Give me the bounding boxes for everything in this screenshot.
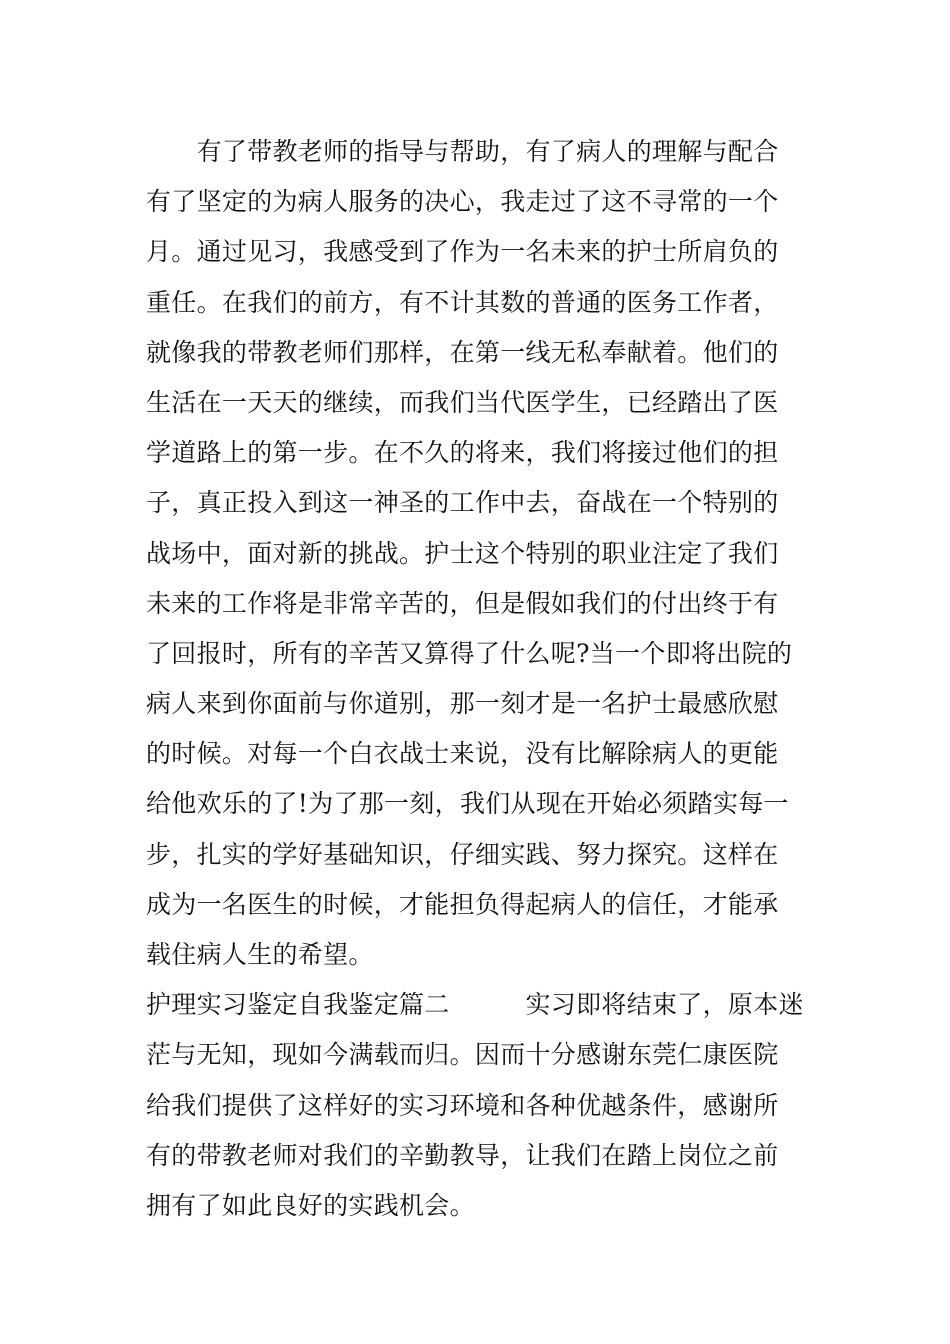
text-line: 成为一名医生的时候，才能担负得起病人的信任，才能承 <box>146 889 779 919</box>
section-heading-line: 护理实习鉴定自我鉴定篇二 实习即将结束了，原本迷 <box>146 990 804 1020</box>
text-line: 给我们提供了这样好的实习环境和各种优越条件，感谢所 <box>146 1090 779 1120</box>
text-line: 步，扎实的学好基础知识，仔细实践、努力探究。这样在 <box>146 839 779 869</box>
text-line: 有了坚定的为病人服务的决心，我走过了这不寻常的一个 <box>146 187 779 217</box>
text-line: 载住病人生的希望。 <box>146 940 374 969</box>
text-line: 就像我的带教老师们那样，在第一线无私奉献着。他们的 <box>146 337 779 367</box>
text-line: 子，真正投入到这一神圣的工作中去，奋战在一个特别的 <box>146 488 779 518</box>
text-line: 茫与无知，现如今满载而归。因而十分感谢东莞仁康医院 <box>146 1040 779 1070</box>
text-line: 了回报时，所有的辛苦又算得了什么呢?当一个即将出院的 <box>146 638 793 668</box>
body-text <box>146 127 826 1231</box>
text-line: 有的带教老师对我们的辛勤教导，让我们在踏上岗位之前 <box>146 1140 779 1170</box>
text-line: 有了带教老师的指导与帮助，有了病人的理解与配合 <box>146 137 779 166</box>
text-line: 拥有了如此良好的实践机会。 <box>146 1190 475 1220</box>
text-line: 病人来到你面前与你道别，那一刻才是一名护士最感欣慰 <box>146 689 779 719</box>
text-line: 月。通过见习，我感受到了作为一名未来的护士所肩负的 <box>146 237 779 267</box>
text-line: 的时候。对每一个白衣战士来说，没有比解除病人的更能 <box>146 739 779 769</box>
text-line: 给他欢乐的了!为了那一刻，我们从现在开始必须踏实每一 <box>146 789 789 819</box>
text-line: 生活在一天天的继续，而我们当代医学生，已经踏出了医 <box>146 387 779 417</box>
text-line: 学道路上的第一步。在不久的将来，我们将接过他们的担 <box>146 438 779 468</box>
text-line: 战场中，面对新的挑战。护士这个特别的职业注定了我们 <box>146 538 779 568</box>
text-line: 重任。在我们的前方，有不计其数的普通的医务工作者， <box>146 287 779 317</box>
text-line: 未来的工作将是非常辛苦的，但是假如我们的付出终于有 <box>146 588 779 618</box>
